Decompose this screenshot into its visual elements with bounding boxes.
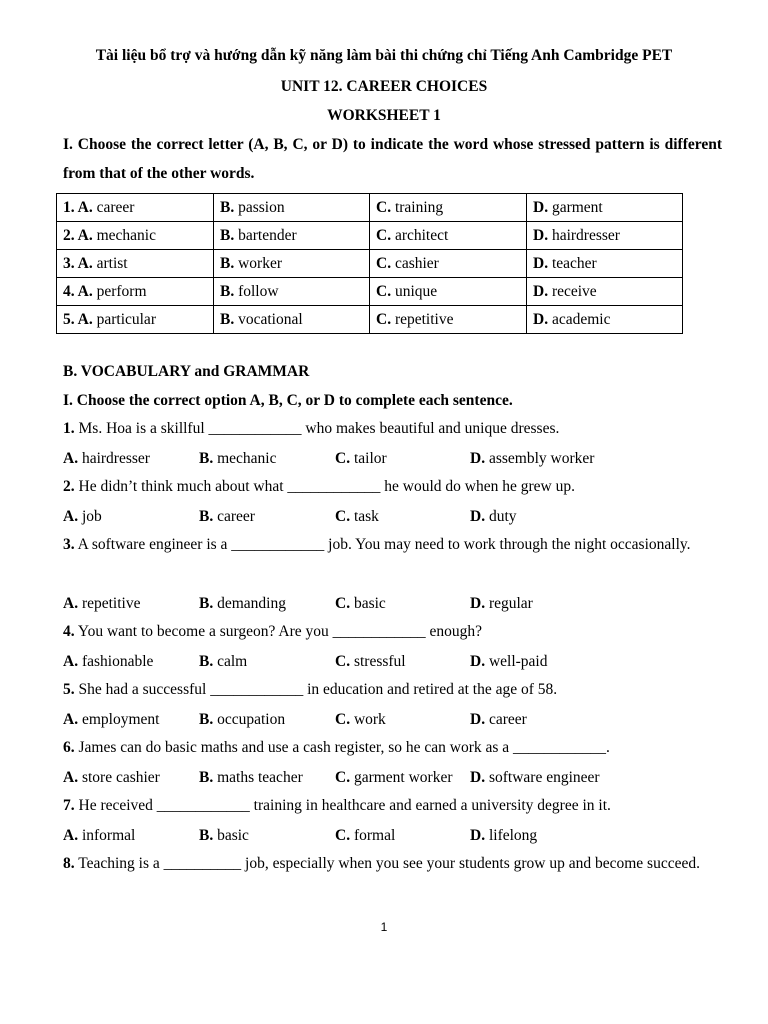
option-letter: D.	[470, 711, 486, 728]
option-word: teacher	[551, 254, 597, 272]
option-letter: D.	[533, 226, 549, 244]
unit-title: UNIT 12. CAREER CHOICES	[280, 78, 488, 95]
option-letter: D.	[470, 595, 486, 612]
option-text: basic	[217, 827, 249, 844]
option-cell	[214, 306, 370, 334]
option-letter: B.	[199, 769, 214, 786]
table-row	[57, 306, 683, 334]
option-word: worker	[238, 254, 282, 272]
option-text: work	[353, 711, 386, 728]
option-text: fashionable	[81, 653, 154, 670]
option-letter: A.	[63, 595, 79, 612]
section-b-instruction: I. Choose the correct option A, B, C, or D to complete each sentence.	[63, 392, 513, 409]
option-text: software engineer	[488, 769, 600, 786]
option-text: job	[81, 508, 102, 525]
answer-option-b	[199, 595, 286, 613]
option-cell	[214, 250, 370, 278]
option-text: basic	[353, 595, 386, 612]
option-cell	[370, 306, 527, 334]
answer-option-d	[470, 769, 600, 787]
option-text: lifelong	[488, 827, 538, 844]
option-letter: A.	[63, 653, 79, 670]
option-letter: A.	[63, 827, 79, 844]
option-cell	[57, 278, 214, 306]
question-number: 3.	[63, 536, 75, 553]
option-word: mechanic	[96, 226, 156, 244]
option-text: task	[353, 508, 379, 525]
option-text: maths teacher	[217, 769, 303, 786]
option-cell	[527, 250, 683, 278]
option-letter: C.	[376, 254, 392, 272]
option-word: hairdresser	[551, 226, 620, 244]
section-a-instruction: I. Choose the correct letter (A, B, C, or D) to indicate the word whose stressed pattern is different from that of the other words.	[63, 136, 722, 182]
option-letter: B.	[220, 254, 235, 272]
question-stem: James can do basic maths and use a cash register, so he can work as a ____________.	[74, 739, 610, 756]
option-letter: B.	[199, 595, 214, 612]
option-cell	[370, 278, 527, 306]
option-cell	[527, 222, 683, 250]
option-cell	[214, 222, 370, 250]
answer-option-b	[199, 508, 255, 526]
option-text: informal	[81, 827, 136, 844]
option-cell	[214, 278, 370, 306]
answer-option-a	[63, 450, 150, 468]
option-letter: C.	[335, 595, 351, 612]
option-text: assembly worker	[488, 450, 595, 467]
option-letter: C.	[376, 282, 392, 300]
question-text	[63, 414, 722, 443]
option-cell	[57, 194, 214, 222]
option-word: repetitive	[394, 310, 454, 328]
option-word: garment	[551, 198, 603, 216]
option-letter: B.	[220, 310, 235, 328]
option-letter: D.	[470, 827, 486, 844]
option-word: vocational	[238, 310, 303, 328]
answer-option-b	[199, 711, 285, 729]
option-text: regular	[488, 595, 533, 612]
option-letter: C.	[335, 508, 351, 525]
option-text: career	[488, 711, 527, 728]
table-row	[57, 250, 683, 278]
answer-option-b	[199, 450, 276, 468]
question-stem: She had a successful ____________ in education and retired at the age of 58.	[74, 681, 558, 698]
answer-option-a	[63, 653, 153, 671]
answer-option-a	[63, 711, 159, 729]
option-letter: B.	[199, 653, 214, 670]
question-text	[63, 791, 722, 820]
option-letter: D.	[470, 653, 486, 670]
answer-option-c	[335, 508, 379, 526]
option-letter: 5. A.	[63, 310, 93, 328]
question-number: 2.	[63, 478, 75, 495]
answer-option-b	[199, 769, 303, 787]
option-letter: A.	[63, 508, 79, 525]
answer-option-c	[335, 595, 386, 613]
answer-option-a	[63, 508, 102, 526]
option-letter: 1. A.	[63, 198, 93, 216]
option-letter: A.	[63, 711, 79, 728]
option-cell	[527, 278, 683, 306]
option-letter: C.	[376, 310, 392, 328]
answer-option-a	[63, 769, 160, 787]
option-text: mechanic	[217, 450, 277, 467]
option-letter: C.	[376, 226, 392, 244]
option-text: occupation	[217, 711, 286, 728]
question-text	[63, 849, 722, 878]
option-word: career	[96, 198, 135, 216]
option-word: training	[394, 198, 444, 216]
option-word: artist	[96, 254, 128, 272]
question-text	[63, 617, 722, 646]
option-word: cashier	[394, 254, 439, 272]
option-text: formal	[353, 827, 396, 844]
option-letter: D.	[533, 282, 549, 300]
answer-option-d	[470, 508, 517, 526]
option-word: follow	[238, 282, 279, 300]
answer-option-b	[199, 827, 249, 845]
option-text: duty	[488, 508, 517, 525]
option-text: tailor	[353, 450, 387, 467]
option-letter: D.	[470, 450, 486, 467]
question-stem: You want to become a surgeon? Are you ____________ enough?	[74, 623, 483, 640]
answer-option-a	[63, 595, 140, 613]
option-text: demanding	[217, 595, 286, 612]
question-stem: Teaching is a __________ job, especially when you see your students grow up and become succeed.	[74, 855, 700, 872]
option-text: garment worker	[353, 769, 453, 786]
page-number: 1	[380, 920, 388, 934]
option-cell	[57, 222, 214, 250]
option-letter: D.	[533, 198, 549, 216]
option-letter: C.	[335, 711, 351, 728]
question-stem: He didn’t think much about what ____________ he would do when he grew up.	[74, 478, 575, 495]
option-letter: A.	[63, 769, 79, 786]
option-letter: A.	[63, 450, 79, 467]
question-stem: Ms. Hoa is a skillful ____________ who makes beautiful and unique dresses.	[74, 420, 560, 437]
option-letter: D.	[470, 508, 486, 525]
option-letter: C.	[335, 450, 351, 467]
question-number: 7.	[63, 797, 75, 814]
option-word: particular	[96, 310, 156, 328]
option-word: receive	[551, 282, 597, 300]
question-text	[63, 675, 722, 704]
option-letter: 4. A.	[63, 282, 93, 300]
option-text: stressful	[353, 653, 406, 670]
question-stem: A software engineer is a ____________ job. You may need to work through the night occasionally.	[74, 536, 691, 553]
option-letter: B.	[199, 508, 214, 525]
answer-option-d	[470, 595, 533, 613]
section-b-heading: B. VOCABULARY and GRAMMAR	[63, 363, 310, 380]
option-cell	[57, 250, 214, 278]
option-letter: D.	[533, 254, 549, 272]
option-text: repetitive	[81, 595, 141, 612]
question-text	[63, 472, 722, 501]
question-text	[63, 530, 722, 559]
option-cell	[527, 194, 683, 222]
question-number: 8.	[63, 855, 75, 872]
answer-option-c	[335, 653, 406, 671]
option-letter: B.	[220, 282, 235, 300]
stress-pattern-table	[56, 193, 683, 334]
option-text: calm	[217, 653, 248, 670]
option-word: architect	[394, 226, 449, 244]
option-word: academic	[551, 310, 611, 328]
option-text: hairdresser	[81, 450, 150, 467]
question-number: 4.	[63, 623, 75, 640]
option-letter: B.	[199, 827, 214, 844]
option-cell	[370, 194, 527, 222]
option-cell	[370, 222, 527, 250]
question-number: 1.	[63, 420, 75, 437]
option-letter: D.	[533, 310, 549, 328]
option-text: store cashier	[81, 769, 160, 786]
option-word: bartender	[238, 226, 297, 244]
answer-option-d	[470, 711, 527, 729]
option-cell	[370, 250, 527, 278]
option-letter: C.	[335, 653, 351, 670]
table-row	[57, 278, 683, 306]
option-letter: B.	[220, 226, 235, 244]
answer-option-c	[335, 827, 395, 845]
question-number: 5.	[63, 681, 75, 698]
option-letter: B.	[199, 711, 214, 728]
question-number: 6.	[63, 739, 75, 756]
answer-option-c	[335, 769, 453, 787]
answer-option-d	[470, 653, 548, 671]
answer-option-c	[335, 711, 386, 729]
option-letter: C.	[376, 198, 392, 216]
answer-option-d	[470, 450, 594, 468]
document-title: Tài liệu bổ trợ và hướng dẫn kỹ năng làm bài thi chứng chỉ Tiếng Anh Cambridge PET	[95, 47, 673, 64]
option-letter: 2. A.	[63, 226, 93, 244]
option-cell	[214, 194, 370, 222]
option-letter: 3. A.	[63, 254, 93, 272]
option-cell	[57, 306, 214, 334]
option-text: employment	[81, 711, 160, 728]
question-stem: He received ____________ training in healthcare and earned a university degree in it.	[74, 797, 611, 814]
answer-option-c	[335, 450, 387, 468]
table-row	[57, 194, 683, 222]
option-word: unique	[394, 282, 438, 300]
option-letter: B.	[220, 198, 235, 216]
option-letter: C.	[335, 827, 351, 844]
option-word: passion	[238, 198, 285, 216]
option-letter: C.	[335, 769, 351, 786]
option-letter: B.	[199, 450, 214, 467]
option-letter: D.	[470, 769, 486, 786]
worksheet-title: WORKSHEET 1	[327, 107, 441, 124]
option-cell	[527, 306, 683, 334]
answer-option-d	[470, 827, 537, 845]
option-text: well-paid	[488, 653, 548, 670]
question-text	[63, 733, 722, 762]
option-text: career	[217, 508, 255, 525]
answer-option-b	[199, 653, 247, 671]
option-word: perform	[96, 282, 147, 300]
answer-option-a	[63, 827, 135, 845]
table-row	[57, 222, 683, 250]
